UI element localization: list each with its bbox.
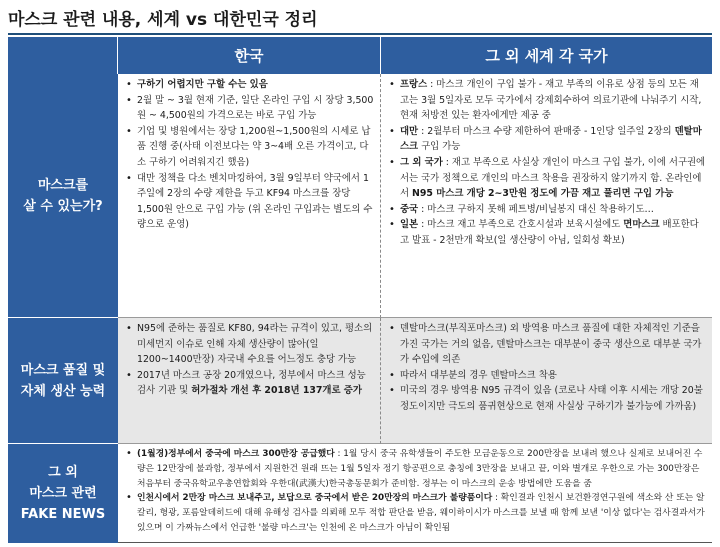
bold-text: 중국 xyxy=(400,203,419,215)
bullet-list xyxy=(387,321,706,415)
bold-text: 덴탈마스크 xyxy=(400,125,702,153)
list-item xyxy=(137,93,374,124)
bullet-list xyxy=(124,77,374,233)
bullet-list xyxy=(124,321,374,399)
comparison-table xyxy=(8,37,712,543)
list-item xyxy=(400,77,706,124)
quality-world-cell xyxy=(381,318,712,444)
list-item xyxy=(137,447,706,491)
text-segment: 덴탈마스크(부직포마스크) 외 방역용 마스크 품질에 대한 자체적인 기준을 가진 국가는 거의 없음, 덴탈마스크는 대부분이 중국 생산으로 대부분 국가가 수입에 의존 xyxy=(400,323,702,366)
quality-korea-cell xyxy=(118,318,381,444)
list-item xyxy=(400,368,706,384)
text-segment: 기업 및 병원에서는 장당 1,200원~1,500원의 시세로 납품 진행 중(사태 이전보다는 약 3~4배 오른 가격이고, 다소 구하기 어려워지긴 했음) xyxy=(137,125,371,168)
text-segment: 대만 정책을 다소 벤치마킹하여, 3월 9일부터 약국에서 1주일에 2장의 수량 제한을 두고 KF94 마스크를 장당 1,500원 안으로 구입 가능 (위 온라인 구입과는 별도의 수량으로 운영) xyxy=(137,172,373,231)
list-item xyxy=(400,383,706,414)
row-label-line: 마스크를 xyxy=(37,177,89,193)
list-item xyxy=(137,368,374,399)
bold-text: 일본 xyxy=(400,219,419,231)
list-item xyxy=(400,124,706,155)
text-segment: 미국의 경우 방역용 N95 규격이 있음 (코로나 사태 이후 시세는 개당 20불 정도이지만 극도의 품귀현상으로 현재 사실상 구하기가 불가능에 가까움) xyxy=(400,385,703,412)
title-divider xyxy=(8,33,712,35)
text-segment: : 마스크 재고 부족으로 간호시설과 보육시설에도 xyxy=(418,219,624,231)
row-label-fake-news xyxy=(8,444,118,543)
list-item xyxy=(400,202,706,218)
row-label-line: FAKE NEWS xyxy=(20,507,106,522)
text-segment: 2017년 마스크 공장 20개였으나, 정부에서 마스크 성능 검사 기관 및 xyxy=(137,369,366,397)
bullet-list xyxy=(124,447,706,536)
text-segment: 배포한다고 발표 - 2천만개 확보(일 생산량이 아님, 일회성 확보) xyxy=(400,219,699,246)
text-segment: : 확인결과 인천시 보건환경연구원에 색소와 산 또는 알칼리, 형광, 포름알데히드에 대해 유해성 검사를 의뢰해 모두 적합 판단을 받음, 웨이하이시가 마스크를 보낼 때 함께 보낸 '이상 없다'는 검사결과서가 있으며 이 가짜뉴스에서 언급한 '불량 마스크'는 인천에 온 마스크가 아님이 확인됨 xyxy=(137,493,705,533)
text-segment: 구입 가능 xyxy=(418,141,461,153)
row-label-line: 그 외 xyxy=(48,465,78,480)
availability-korea-cell xyxy=(118,74,381,318)
text-segment: : 재고 부족으로 사실상 개인이 마스크 구입 불가, 이에 서구권에서는 국가 정책으로 개인의 마스크 착용을 권장하지 않기까지 함. 온라인에서 xyxy=(400,156,706,200)
bold-text: 인천시에서 2만장 마스크 보내주고, 보답으로 중국에서 받은 20만장의 마스크가 불량품이다 xyxy=(137,493,493,504)
list-item xyxy=(400,155,706,202)
list-item xyxy=(137,321,374,368)
bold-text: N95 마스크 개당 2~3만원 정도에 가끔 재고 풀리면 구입 가능 xyxy=(412,188,674,200)
availability-world-cell xyxy=(381,74,712,318)
row-label-line: 마스크 관련 xyxy=(29,486,97,501)
row-label-line: 마스크 품질 및 xyxy=(20,362,106,378)
bold-text: 면마스크 xyxy=(623,219,660,231)
bold-text: 그 외 국가 xyxy=(400,156,443,168)
text-segment: N95에 준하는 품질로 KF80, 94라는 규격이 있고, 평소의 미세먼지 이슈로 인해 자체 생산량이 많아(일 1200~1400만장) 자국내 수요를 어느정도 충당 가능 xyxy=(137,323,373,366)
page-title: 마스크 관련 내용, 세계 vs 대한민국 정리 xyxy=(8,10,318,30)
bold-text: 프랑스 xyxy=(400,79,428,90)
bold-text: (1월경)정부에서 중국에 마스크 300만장 공급했다 xyxy=(137,449,335,459)
list-item xyxy=(137,77,374,93)
row-label-availability xyxy=(8,74,118,318)
header-world: 그 외 세계 각 국가 xyxy=(381,37,712,74)
text-segment: : 마스크 개인이 구입 불가 - 재고 부족의 이유로 상점 등의 모든 재고는 3월 5일자로 모두 국가에서 강제회수하여 의료기관에 나눠주기 시작, 현재 처방전 있는 환자에게만 제공 중 xyxy=(400,79,702,122)
row-label-line: 자체 생산 능력 xyxy=(20,383,106,399)
text-segment: : 1월 당시 중국 유학생들이 주도한 모금운동으로 200만장을 보내려 했으나 실제로 보내어진 수량은 12만장에 불과함, 정부에서 지원한건 원래 뜨는 1월 5일자 정기 항공편으로 충칭에 3만장을 보내고 끝, 이와 별개로 우한으로 가는 300만장은 처음부터 중국유학교우총연합회와 우한대(武漢大)한국총동문회가 준비함. 정부는 이 마스크의 운송 방법에만 도움을 줌 xyxy=(137,449,703,489)
list-item xyxy=(137,124,374,171)
list-item xyxy=(137,491,706,535)
list-item xyxy=(400,321,706,368)
text-segment: 2월 말 ~ 3월 현재 기준, 일단 온라인 구입 시 장당 3,500원 ~ 4,500원의 가격으로는 바로 구입 가능 xyxy=(137,94,374,122)
header-corner xyxy=(8,37,118,74)
text-segment: : 마스크 구하지 못해 페트병/비닐봉지 대신 착용하기도… xyxy=(418,203,654,215)
row-label-line: 살 수 있는가? xyxy=(23,198,103,214)
fake-news-cell xyxy=(118,444,712,543)
bold-text: 허가절차 개선 후 2018년 137개로 증가 xyxy=(191,385,362,397)
list-item xyxy=(137,171,374,233)
list-item xyxy=(400,217,706,248)
bold-text: 구하기 어렵지만 구할 수는 있음 xyxy=(137,79,268,90)
row-label-quality xyxy=(8,318,118,444)
text-segment: : 2월부터 마스크 수량 제한하여 판매중 - 1인당 일주일 2장의 xyxy=(418,125,675,137)
bullet-list xyxy=(387,77,706,249)
text-segment: 따라서 대부분의 경우 덴탈마스크 착용 xyxy=(400,369,557,381)
bold-text: 대만 xyxy=(400,125,419,137)
header-korea: 한국 xyxy=(118,37,381,74)
